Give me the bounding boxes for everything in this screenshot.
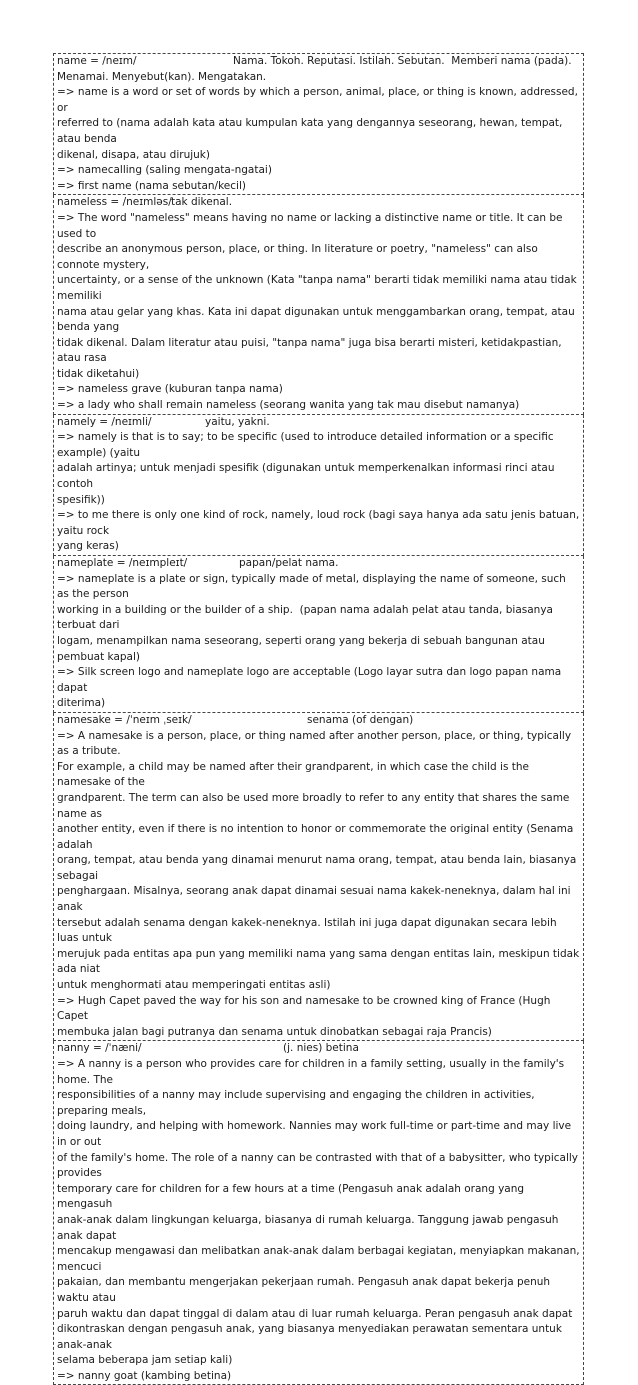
text-line: diterima) (57, 697, 106, 710)
headword: nameless = /neɪmləs/ (57, 196, 172, 209)
translation-gloss: tak dikenal. (171, 196, 233, 209)
definition-line: => first name (nama sebutan/kecil) (57, 179, 246, 192)
text-line: membuka jalan bagi putranya dan senama untuk dinobatkan sebagai raja Prancis) (57, 1025, 492, 1038)
entry-heading (57, 1041, 581, 1057)
text-line: spesifik)) (57, 493, 105, 506)
text-line: untuk menghormati atau memperingati entitas asli) (57, 979, 331, 992)
text-line: another entity, even if there is no intention to honor or commemorate the original entity (Senama adalah (57, 823, 577, 851)
text-line: yang keras) (57, 540, 119, 553)
definition-line: => A namesake is a person, place, or thing named after another person, place, or thing, typically as a tribute. (57, 729, 575, 758)
text-line: dikenal, disapa, atau dirujuk) (57, 148, 210, 161)
definition-line: => A nanny is a person who provides care for children in a family setting, usually in the family's home. The (57, 1058, 568, 1086)
definition-line: => nameplate is a plate or sign, typically made of metal, displaying the name of someone, such as the person (57, 572, 570, 601)
text-line: of the family's home. The role of a nanny can be contrasted with that of a babysitter, who typically provides (57, 1151, 582, 1180)
translation-gloss: yaitu, yakni. (205, 415, 270, 428)
dictionary-entry (53, 713, 584, 1041)
text-line: responsibilities of a nanny may include supervising and engaging the children in activities, preparing meals, (57, 1089, 538, 1117)
dictionary-entry (53, 556, 584, 713)
translation-gloss: papan/pelat nama. (239, 557, 339, 569)
text-line: working in a building or the builder of a ship. (papan nama adalah pelat atau tanda, biasanya terbuat dari (57, 603, 557, 632)
definition-line: => The word "nameless" means having no name or lacking a distinctive name or title. It can be used to (57, 211, 566, 240)
text-line: merujuk pada entitas apa pun yang memiliki nama yang sama dengan entitas lain, meskipun tidak ada niat (57, 947, 583, 976)
entry-heading (57, 556, 581, 572)
text-line: pakaian, dan membantu mengerjakan pekerjaan rumah. Pengasuh anak dapat bekerja penuh waktu atau (57, 1276, 554, 1304)
dictionary-sheet (53, 53, 584, 1385)
definition-line: => Hugh Capet paved the way for his son and namesake to be crowned king of France (Hugh Capet (57, 994, 554, 1023)
headword: nanny = /ˈnæni/ (57, 1042, 142, 1055)
text-line: tidak diketahui) (57, 367, 140, 380)
headword: namesake = /ˈneɪm ˌseɪk/ (57, 713, 192, 726)
text-line: tidak dikenal. Dalam literatur atau puisi, "tanpa nama" juga bisa berarti misteri, ketidakpastian, atau rasa (57, 336, 565, 365)
translation-gloss: senama (of dengan) (307, 713, 414, 726)
text-line: doing laundry, and helping with homework. Nannies may work full-time or part-time and may live in or out (57, 1120, 575, 1148)
dictionary-entry (53, 1041, 584, 1385)
text-line: nama atau gelar yang khas. Kata ini dapat digunakan untuk menggambarkan orang, tempat, atau benda yang (57, 305, 579, 334)
entry-heading (57, 415, 581, 431)
headword: nameplate = /neɪmpleɪt/ (57, 557, 188, 569)
text-line: dikontraskan dengan pengasuh anak, yang biasanya menyediakan perawatan sementara untuk anak-anak (57, 1323, 566, 1351)
text-line: logam, menampilkan nama seseorang, seperti orang yang bekerja di sebuah bangunan atau pembuat kapal) (57, 634, 549, 663)
text-line: selama beberapa jam setiap kali) (57, 1354, 233, 1367)
text-line: uncertainty, or a sense of the unknown (Kata "tanpa nama" berarti tidak memiliki nama atau tidak memiliki (57, 274, 581, 302)
text-line: For example, a child may be named after their grandparent, in which case the child is the namesake of the (57, 760, 533, 789)
text-line: temporary care for children for a few hours at a time (Pengasuh anak adalah orang yang mengasuh (57, 1182, 528, 1211)
text-line: orang, tempat, atau benda yang dinamai menurut nama orang, tempat, atau benda lain, biasanya sebagai (57, 854, 580, 882)
definition-line: => nameless grave (kuburan tanpa nama) (57, 383, 283, 396)
dictionary-entry (53, 53, 584, 195)
text-line: Menamai. Menyebut(kan). Mengatakan. (57, 70, 267, 83)
definition-line: => to me there is only one kind of rock, namely, loud rock (bagi saya hanya ada satu jenis batuan, yaitu rock (57, 509, 583, 537)
entry-heading (57, 713, 581, 729)
text-line: mencakup mengawasi dan melibatkan anak-anak dalam berbagai kegiatan, menyiapkan makanan, mencuci (57, 1245, 583, 1273)
text-line: anak-anak dalam lingkungan keluarga, biasanya di rumah keluarga. Tanggung jawab pengasuh anak dapat (57, 1213, 562, 1242)
text-line: tersebut adalah senama dengan kakek-neneknya. Istilah ini juga dapat digunakan secara lebih luas untuk (57, 916, 560, 945)
definition-line: => nanny goat (kambing betina) (57, 1369, 232, 1382)
definition-line: => a lady who shall remain nameless (seorang wanita yang tak mau disebut namanya) (57, 399, 520, 412)
text-line: describe an anonymous person, place, or thing. In literature or poetry, "nameless" can also connote mystery, (57, 243, 542, 271)
text-line: adalah artinya; untuk menjadi spesifik (digunakan untuk memperkenalkan informasi rinci atau contoh (57, 462, 558, 491)
dictionary-entry (53, 195, 584, 414)
definition-line: => namecalling (saling mengata-ngatai) (57, 164, 272, 177)
text-line: penghargaan. Misalnya, seorang anak dapat dinamai sesuai nama kakek-neneknya, dalam hal ini anak (57, 885, 574, 914)
definition-line: => namely is that is to say; to be specific (used to introduce detailed information or a specific example) (yaitu (57, 431, 557, 459)
translation-gloss: (j. nies) betina (283, 1042, 359, 1055)
translation-gloss: Nama. Tokoh. Reputasi. Istilah. Sebutan. Memberi nama (pada). (233, 55, 572, 67)
entry-heading (57, 195, 581, 211)
definition-line: => name is a word or set of words by which a person, animal, place, or thing is known, addressed, or (57, 86, 582, 114)
text-line: referred to (nama adalah kata atau kumpulan kata yang dengannya seseorang, hewan, tempat, atau benda (57, 117, 566, 145)
definition-line: => Silk screen logo and nameplate logo are acceptable (Logo layar sutra dan logo papan nama dapat (57, 666, 565, 694)
headword: namely = /neɪmli/ (57, 415, 152, 428)
entry-heading (57, 54, 581, 70)
dictionary-entry (53, 415, 584, 556)
text-line: paruh waktu dan dapat tinggal di dalam atau di luar rumah keluarga. Peran pengasuh anak dapat (57, 1307, 573, 1320)
text-line: grandparent. The term can also be used more broadly to refer to any entity that shares the same name as (57, 791, 573, 820)
headword: name = /neɪm/ (57, 55, 137, 67)
